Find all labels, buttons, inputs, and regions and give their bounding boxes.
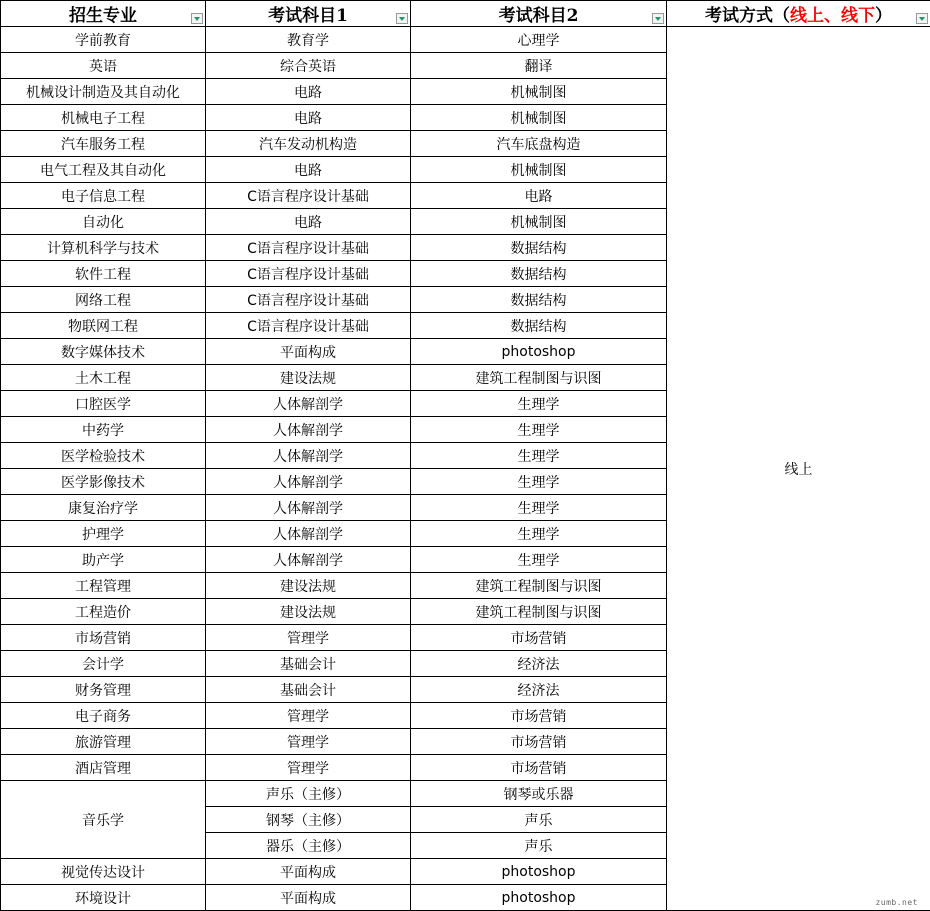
cell-subject1[interactable]: 管理学 bbox=[206, 625, 411, 651]
cell-subject2[interactable]: photoshop bbox=[411, 339, 667, 365]
cell-subject1[interactable]: 综合英语 bbox=[206, 53, 411, 79]
cell-major[interactable]: 视觉传达设计 bbox=[1, 859, 206, 885]
cell-subject2[interactable]: 生理学 bbox=[411, 443, 667, 469]
cell-subject1[interactable]: 电路 bbox=[206, 209, 411, 235]
cell-subject2[interactable]: 生理学 bbox=[411, 417, 667, 443]
cell-subject1[interactable]: 建设法规 bbox=[206, 573, 411, 599]
cell-major[interactable]: 康复治疗学 bbox=[1, 495, 206, 521]
cell-major[interactable]: 土木工程 bbox=[1, 365, 206, 391]
cell-subject2[interactable]: 声乐 bbox=[411, 833, 667, 859]
header-subject2-label: 考试科目2 bbox=[498, 6, 579, 26]
cell-major[interactable]: 医学影像技术 bbox=[1, 469, 206, 495]
cell-subject2[interactable]: 数据结构 bbox=[411, 261, 667, 287]
cell-subject1[interactable]: 人体解剖学 bbox=[206, 391, 411, 417]
cell-major[interactable]: 计算机科学与技术 bbox=[1, 235, 206, 261]
cell-subject2[interactable]: 汽车底盘构造 bbox=[411, 131, 667, 157]
cell-subject2[interactable]: 心理学 bbox=[411, 27, 667, 53]
cell-subject1[interactable]: 电路 bbox=[206, 157, 411, 183]
cell-subject2[interactable]: 经济法 bbox=[411, 651, 667, 677]
filter-arrow-icon bbox=[653, 14, 663, 23]
cell-major[interactable]: 电气工程及其自动化 bbox=[1, 157, 206, 183]
cell-subject1[interactable]: 教育学 bbox=[206, 27, 411, 53]
filter-dropdown-major[interactable] bbox=[191, 13, 203, 24]
cell-major[interactable]: 口腔医学 bbox=[1, 391, 206, 417]
header-mode-sep: 、 bbox=[824, 6, 841, 26]
header-row bbox=[1, 1, 930, 27]
cell-subject2[interactable]: 电路 bbox=[411, 183, 667, 209]
cell-subject1[interactable]: C语言程序设计基础 bbox=[206, 313, 411, 339]
cell-subject2[interactable]: 生理学 bbox=[411, 521, 667, 547]
cell-subject1[interactable]: 汽车发动机构造 bbox=[206, 131, 411, 157]
cell-subject1[interactable]: C语言程序设计基础 bbox=[206, 287, 411, 313]
cell-exam-mode[interactable]: 线上 bbox=[667, 27, 930, 911]
filter-dropdown-subject2[interactable] bbox=[652, 13, 664, 24]
cell-major[interactable]: 机械设计制造及其自动化 bbox=[1, 79, 206, 105]
cell-subject1[interactable]: 管理学 bbox=[206, 703, 411, 729]
cell-subject1[interactable]: 建设法规 bbox=[206, 599, 411, 625]
cell-subject2[interactable]: 建筑工程制图与识图 bbox=[411, 365, 667, 391]
cell-major[interactable]: 网络工程 bbox=[1, 287, 206, 313]
cell-major[interactable]: 电子信息工程 bbox=[1, 183, 206, 209]
cell-subject1[interactable]: 人体解剖学 bbox=[206, 443, 411, 469]
cell-subject1[interactable]: C语言程序设计基础 bbox=[206, 235, 411, 261]
cell-subject2[interactable]: 机械制图 bbox=[411, 209, 667, 235]
cell-subject1[interactable]: 平面构成 bbox=[206, 339, 411, 365]
cell-major[interactable]: 工程造价 bbox=[1, 599, 206, 625]
header-major bbox=[1, 1, 206, 27]
header-major-label: 招生专业 bbox=[69, 6, 137, 26]
cell-subject1[interactable]: 管理学 bbox=[206, 755, 411, 781]
cell-subject2[interactable]: 机械制图 bbox=[411, 157, 667, 183]
cell-subject1[interactable]: C语言程序设计基础 bbox=[206, 183, 411, 209]
filter-dropdown-exam-mode[interactable] bbox=[916, 13, 928, 24]
cell-subject2[interactable]: 生理学 bbox=[411, 495, 667, 521]
cell-subject1[interactable]: 管理学 bbox=[206, 729, 411, 755]
header-mode-offline: 线下 bbox=[841, 6, 875, 26]
cell-major[interactable]: 机械电子工程 bbox=[1, 105, 206, 131]
cell-major[interactable]: 护理学 bbox=[1, 521, 206, 547]
cell-subject1[interactable]: 人体解剖学 bbox=[206, 521, 411, 547]
cell-subject1[interactable]: C语言程序设计基础 bbox=[206, 261, 411, 287]
cell-major[interactable]: 市场营销 bbox=[1, 625, 206, 651]
filter-arrow-icon bbox=[397, 14, 407, 23]
cell-subject2[interactable]: photoshop bbox=[411, 885, 667, 911]
header-mode-online: 线上 bbox=[790, 6, 824, 26]
filter-dropdown-subject1[interactable] bbox=[396, 13, 408, 24]
filter-arrow-icon bbox=[192, 14, 202, 23]
cell-major[interactable]: 软件工程 bbox=[1, 261, 206, 287]
cell-subject1[interactable]: 电路 bbox=[206, 79, 411, 105]
cell-subject1[interactable]: 平面构成 bbox=[206, 859, 411, 885]
cell-major[interactable]: 环境设计 bbox=[1, 885, 206, 911]
cell-major[interactable]: 会计学 bbox=[1, 651, 206, 677]
cell-major[interactable]: 电子商务 bbox=[1, 703, 206, 729]
cell-subject1[interactable]: 电路 bbox=[206, 105, 411, 131]
cell-subject2[interactable]: 翻译 bbox=[411, 53, 667, 79]
cell-major[interactable]: 物联网工程 bbox=[1, 313, 206, 339]
cell-subject1[interactable]: 人体解剖学 bbox=[206, 417, 411, 443]
cell-major[interactable]: 英语 bbox=[1, 53, 206, 79]
cell-major[interactable]: 音乐学 bbox=[1, 781, 206, 859]
cell-major[interactable]: 学前教育 bbox=[1, 27, 206, 53]
cell-subject2[interactable]: 机械制图 bbox=[411, 105, 667, 131]
cell-major[interactable]: 数字媒体技术 bbox=[1, 339, 206, 365]
cell-subject2[interactable]: 数据结构 bbox=[411, 313, 667, 339]
cell-major[interactable]: 自动化 bbox=[1, 209, 206, 235]
cell-subject2[interactable]: 经济法 bbox=[411, 677, 667, 703]
cell-subject1[interactable]: 基础会计 bbox=[206, 677, 411, 703]
cell-subject2[interactable]: 生理学 bbox=[411, 547, 667, 573]
cell-subject1[interactable]: 平面构成 bbox=[206, 885, 411, 911]
cell-subject2[interactable]: 建筑工程制图与识图 bbox=[411, 573, 667, 599]
cell-subject2[interactable]: 市场营销 bbox=[411, 703, 667, 729]
cell-subject1[interactable]: 人体解剖学 bbox=[206, 547, 411, 573]
cell-subject2[interactable]: 钢琴或乐器 bbox=[411, 781, 667, 807]
header-mode-prefix: 考试方式（ bbox=[705, 6, 790, 26]
cell-subject2[interactable]: 市场营销 bbox=[411, 729, 667, 755]
cell-subject2[interactable]: 生理学 bbox=[411, 391, 667, 417]
cell-subject2[interactable]: 建筑工程制图与识图 bbox=[411, 599, 667, 625]
header-subject1-label: 考试科目1 bbox=[268, 6, 348, 26]
header-mode-suffix: ） bbox=[875, 6, 892, 26]
cell-major[interactable]: 旅游管理 bbox=[1, 729, 206, 755]
cell-major[interactable]: 医学检验技术 bbox=[1, 443, 206, 469]
cell-major[interactable]: 汽车服务工程 bbox=[1, 131, 206, 157]
cell-major[interactable]: 助产学 bbox=[1, 547, 206, 573]
cell-major[interactable]: 工程管理 bbox=[1, 573, 206, 599]
cell-subject2[interactable]: 声乐 bbox=[411, 807, 667, 833]
header-subject2 bbox=[411, 1, 667, 27]
header-exam-mode bbox=[667, 1, 930, 27]
cell-subject1[interactable]: 钢琴（主修） bbox=[206, 807, 411, 833]
cell-subject1[interactable]: 器乐（主修） bbox=[206, 833, 411, 859]
cell-subject2[interactable]: 市场营销 bbox=[411, 625, 667, 651]
cell-subject2[interactable]: 机械制图 bbox=[411, 79, 667, 105]
cell-subject2[interactable]: photoshop bbox=[411, 859, 667, 885]
filter-arrow-icon bbox=[917, 14, 927, 23]
cell-subject1[interactable]: 人体解剖学 bbox=[206, 469, 411, 495]
cell-subject1[interactable]: 建设法规 bbox=[206, 365, 411, 391]
cell-subject1[interactable]: 基础会计 bbox=[206, 651, 411, 677]
watermark: zumb.net bbox=[875, 898, 918, 907]
cell-subject2[interactable]: 生理学 bbox=[411, 469, 667, 495]
cell-subject1[interactable]: 声乐（主修） bbox=[206, 781, 411, 807]
cell-subject2[interactable]: 数据结构 bbox=[411, 235, 667, 261]
header-subject1 bbox=[206, 1, 411, 27]
table-row bbox=[1, 27, 930, 53]
cell-subject2[interactable]: 市场营销 bbox=[411, 755, 667, 781]
cell-subject1[interactable]: 人体解剖学 bbox=[206, 495, 411, 521]
cell-major[interactable]: 酒店管理 bbox=[1, 755, 206, 781]
cell-major[interactable]: 中药学 bbox=[1, 417, 206, 443]
cell-subject2[interactable]: 数据结构 bbox=[411, 287, 667, 313]
cell-major[interactable]: 财务管理 bbox=[1, 677, 206, 703]
